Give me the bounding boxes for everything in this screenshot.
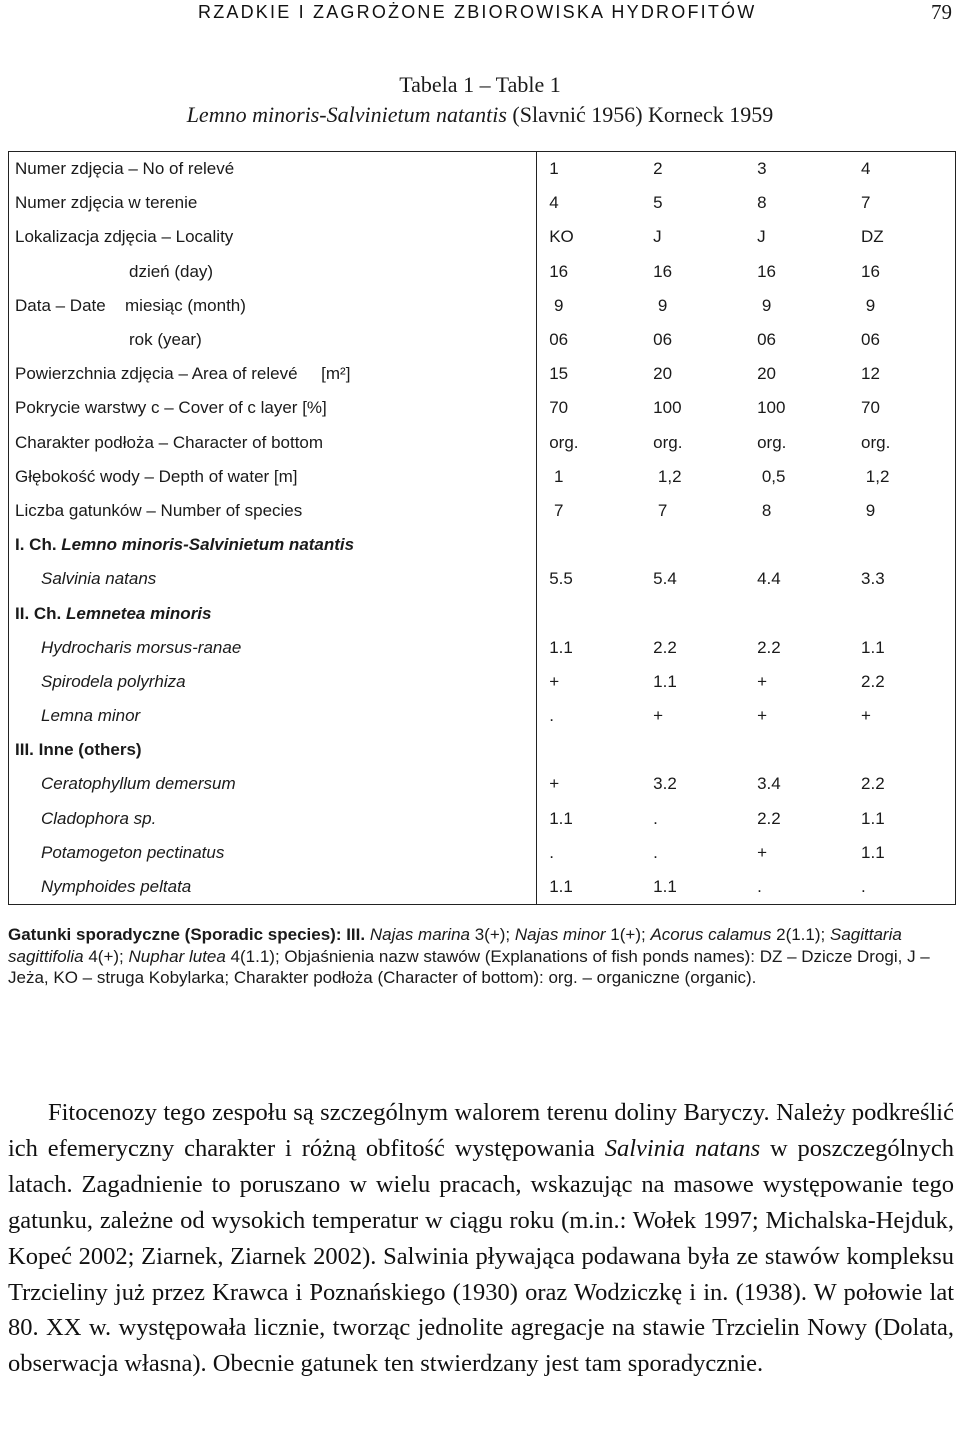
- cell: [851, 460, 955, 494]
- row-label: Głębokość wody – Depth of water [m]: [9, 460, 537, 494]
- cell-value: 0,5: [761, 466, 786, 486]
- cell: 06: [757, 330, 777, 350]
- cell: +: [757, 671, 768, 691]
- cell: [851, 494, 955, 528]
- cell: org.: [549, 432, 579, 452]
- row-label: Lokalizacja zdjęcia – Locality: [9, 220, 537, 254]
- row-label: dzień (day): [9, 255, 537, 289]
- cell: .: [653, 808, 658, 828]
- cell: [851, 289, 955, 323]
- cell: [747, 460, 851, 494]
- species-row: [9, 836, 956, 870]
- cell: 15: [549, 364, 569, 384]
- species-name: Spirodela polyrhiza: [9, 665, 537, 699]
- footnote-lead: Gatunki sporadyczne (Sporadic species): III.: [8, 925, 366, 944]
- cell: 2.2: [757, 808, 781, 828]
- species-ref: Salvinia natans: [604, 1134, 761, 1162]
- cell: 1.1: [549, 808, 573, 828]
- cell: 70: [549, 398, 569, 418]
- cell: org.: [757, 432, 787, 452]
- row-label: Numer zdjęcia – No of relevé: [9, 152, 537, 187]
- table-row: [9, 494, 956, 528]
- table-row: [9, 426, 956, 460]
- cell: 06: [861, 330, 880, 350]
- cell: +: [549, 774, 560, 794]
- table-row: [9, 391, 956, 425]
- cell: J: [653, 227, 662, 247]
- footnote-text: 2(1.1);: [771, 925, 830, 944]
- paragraph: [8, 1095, 954, 1382]
- cell: [537, 494, 643, 528]
- cell: 16: [549, 261, 569, 281]
- running-title: RZADKIE I ZAGROŻONE ZBIOROWISKA HYDROFITÓW: [198, 2, 757, 22]
- section-name: Lemnetea minoris: [66, 603, 212, 623]
- paragraph-text: w poszczególnych latach. Zagadnienie to poruszano w wielu pracach, wskazując na masowe występowanie tego gatunku, zależne od wysokich temperatur w ciągu roku (m.in.: Wołek 1997; Michalska-Hejduk, Kopeć 2002; Ziarnek, Ziarnek 2002). Salwinia pływająca podawana była ze stawów kompleksu Trzcieliny już przez Krawca i Poznańskiego (1930) oraz Wodziczkę i in. (1938). W połowie lat 80. XX w. występowała licznie, tworząc jednolite agregacje na stawie Trzcielin Nowy (Dolata, obserwacja własna). Obecnie gatunek ten stwierdzany jest tam sporadycznie.: [8, 1134, 955, 1378]
- species-row: [9, 665, 956, 699]
- cell-value: 9: [657, 295, 668, 315]
- cell: KO: [549, 227, 574, 247]
- cell: +: [757, 706, 768, 726]
- species-ref: Sagittaria sagittifolia: [8, 925, 902, 966]
- cell: 2: [653, 159, 663, 179]
- section-prefix: I. Ch.: [15, 535, 62, 555]
- species-ref: Acorus calamus: [650, 925, 772, 944]
- cell: .: [861, 877, 866, 897]
- page-header: [0, 0, 960, 28]
- cell: +: [549, 671, 560, 691]
- section-row: [9, 733, 956, 767]
- cell: 3: [757, 159, 767, 179]
- cell: 70: [861, 398, 880, 418]
- cell: +: [861, 706, 871, 726]
- footnote-text: 4(+);: [83, 946, 129, 966]
- association-authors: (Slavnić 1956) Korneck 1959: [506, 102, 774, 127]
- cell: .: [757, 877, 762, 897]
- cell: org.: [861, 432, 891, 452]
- row-label: rok (year): [9, 323, 537, 357]
- cell: 7: [861, 193, 871, 213]
- cell: org.: [653, 432, 683, 452]
- cell: DZ: [861, 227, 884, 247]
- cell: 100: [653, 398, 682, 418]
- table-row: [9, 255, 956, 289]
- row-label: Pokrycie warstwy c – Cover of c layer [%]: [9, 391, 537, 425]
- table-title: Tabela 1 – Table 1: [399, 72, 561, 97]
- table-footnote: [8, 924, 952, 989]
- cell: 3.3: [861, 569, 885, 589]
- species-ref: Najas marina: [369, 925, 470, 944]
- table-subtitle: [0, 100, 960, 130]
- cell: 1.1: [861, 808, 885, 828]
- cell: [537, 460, 643, 494]
- row-label: [9, 289, 537, 323]
- table-row: [9, 186, 956, 220]
- cell: 1.1: [653, 671, 677, 691]
- cell: +: [757, 842, 768, 862]
- cell: 1: [549, 159, 559, 179]
- cell-value: 9: [865, 500, 876, 520]
- table-row: [9, 220, 956, 254]
- cell: 2.2: [653, 637, 677, 657]
- cell: 1.1: [549, 637, 573, 657]
- section-row: [9, 528, 956, 562]
- cell: 3.2: [653, 774, 677, 794]
- section-heading: III. Inne (others): [9, 733, 537, 767]
- cell: +: [653, 706, 664, 726]
- cell: .: [549, 706, 554, 726]
- cell-value: 9: [553, 295, 564, 315]
- cell: 4: [861, 159, 871, 179]
- species-row: [9, 631, 956, 665]
- row-label: Charakter podłoża – Character of bottom: [9, 426, 537, 460]
- cell: 20: [653, 364, 673, 384]
- section-heading: [9, 596, 537, 630]
- cell: 16: [653, 261, 673, 281]
- species-row: [9, 699, 956, 733]
- cell: 16: [861, 261, 880, 281]
- species-row: [9, 562, 956, 596]
- cell: 1.1: [861, 637, 885, 657]
- section-heading: [9, 528, 537, 562]
- section-name: Lemno minoris-Salvinietum natantis: [61, 535, 355, 555]
- cell-value: 7: [553, 500, 564, 520]
- cell: 5: [653, 193, 663, 213]
- table-row: [9, 323, 956, 357]
- paragraph-text: Fitocenozy tego zespołu są szczególnym walorem terenu doliny Baryczy. Należy podkreślić ich efemeryczny charakter i różną obfitość występowania: [8, 1099, 954, 1162]
- page-number: 79: [931, 0, 952, 24]
- cell-value: 7: [657, 500, 668, 520]
- species-name: Lemna minor: [9, 699, 537, 733]
- footnote-text: 4(1.1); Objaśnienia nazw stawów (Explanations of fish ponds names): DZ – Dzicze Drogi, J – Jeża, KO – struga Kobylarka; Charakter podłoża (Character of bottom): org. – organiczne (organic).: [8, 946, 930, 987]
- cell: 20: [757, 364, 777, 384]
- cell: 5.5: [549, 569, 573, 589]
- cell: 4: [549, 193, 559, 213]
- species-row: [9, 767, 956, 801]
- cell: [643, 289, 747, 323]
- cell: .: [549, 842, 554, 862]
- section-prefix: II. Ch.: [15, 603, 66, 623]
- species-name: Potamogeton pectinatus: [9, 836, 537, 870]
- cell-value: 9: [761, 295, 772, 315]
- species-ref: Najas minor: [514, 925, 606, 944]
- association-name: Lemno minoris-Salvinietum natantis: [186, 102, 507, 127]
- cell: [537, 289, 643, 323]
- row-label: Numer zdjęcia w terenie: [9, 186, 537, 220]
- cell-value: 8: [761, 500, 772, 520]
- section-row: [9, 596, 956, 630]
- cell: 2.2: [861, 774, 885, 794]
- cell-value: 1,2: [865, 466, 890, 486]
- cell: 06: [549, 330, 569, 350]
- cell: 1.1: [861, 842, 885, 862]
- table-row: [9, 289, 956, 323]
- cell-value: 9: [865, 295, 876, 315]
- species-row: [9, 870, 956, 905]
- cell: [747, 289, 851, 323]
- species-name: Salvinia natans: [9, 562, 537, 596]
- table-row: [9, 357, 956, 391]
- table-caption: [0, 70, 960, 130]
- species-name: Nymphoides peltata: [9, 870, 537, 905]
- cell: 2.2: [861, 671, 885, 691]
- cell: 1.1: [549, 877, 573, 897]
- row-label: Powierzchnia zdjęcia – Area of relevé [m²]: [9, 357, 537, 391]
- table-row: [9, 152, 956, 187]
- body-paragraph: [8, 1095, 954, 1382]
- species-name: Hydrocharis morsus-ranae: [9, 631, 537, 665]
- footnote-text: 1(+);: [605, 925, 651, 944]
- month-label: miesiąc (month): [125, 295, 246, 315]
- table-row: [9, 460, 956, 494]
- cell: 5.4: [653, 569, 677, 589]
- date-label: Data – Date: [15, 295, 106, 315]
- cell-value: 1,2: [657, 466, 682, 486]
- species-row: [9, 802, 956, 836]
- cell: 06: [653, 330, 673, 350]
- cell: J: [757, 227, 766, 247]
- cell: 16: [757, 261, 777, 281]
- cell: [747, 494, 851, 528]
- releve-table: [8, 151, 956, 905]
- cell: .: [653, 842, 658, 862]
- species-ref: Nuphar lutea: [128, 946, 226, 966]
- cell: [643, 460, 747, 494]
- cell: 100: [757, 398, 786, 418]
- footnote-text: 3(+);: [470, 925, 515, 944]
- species-name: Cladophora sp.: [9, 802, 537, 836]
- cell: 2.2: [757, 637, 781, 657]
- cell: 12: [861, 364, 880, 384]
- cell: [643, 494, 747, 528]
- cell-value: 1: [553, 466, 564, 486]
- row-label: Liczba gatunków – Number of species: [9, 494, 537, 528]
- cell: 8: [757, 193, 767, 213]
- cell: 1.1: [653, 877, 677, 897]
- species-name: Ceratophyllum demersum: [9, 767, 537, 801]
- cell: 4.4: [757, 569, 781, 589]
- cell: 3.4: [757, 774, 781, 794]
